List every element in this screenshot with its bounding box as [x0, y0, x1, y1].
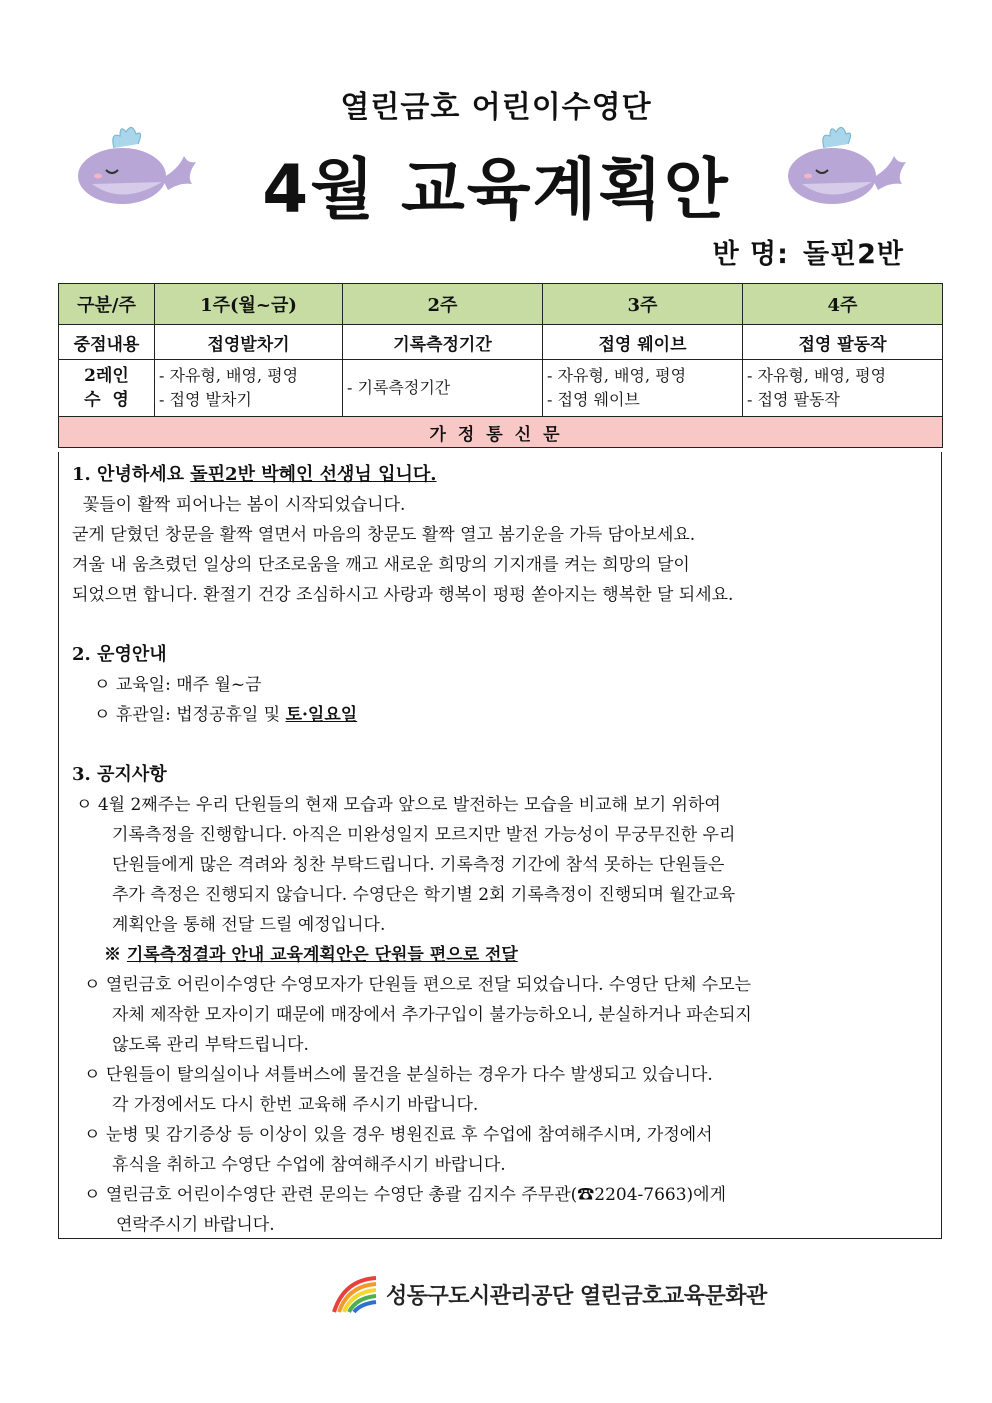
- notice-line: 기록측정을 진행합니다. 아직은 미완성일지 모르지만 발전 가능성이 무궁무진한 우리: [112, 825, 736, 845]
- row-label-line: 2레인: [84, 366, 129, 386]
- header-cell: 구분/주: [59, 284, 155, 325]
- header-cell: 1주(월~금): [155, 284, 343, 325]
- cell-line: - 자유형, 배영, 평영: [547, 366, 687, 385]
- notice-line: 단원들에게 많은 격려와 칭찬 부탁드립니다. 기록측정 기간에 참석 못하는 단원들은: [112, 855, 725, 875]
- weekly-plan-table: [58, 283, 943, 448]
- notice-line: ㅇ 눈병 및 감기증상 등 이상이 있을 경우 병원진료 후 수업에 참여해주시며, 가정에서: [84, 1125, 713, 1145]
- list-item: ㅇ 교육일: 매주 월~금: [94, 675, 262, 695]
- notice-line: ㅇ 열린금호 어린이수영단 관련 문의는 수영단 총괄 김지수 주무관(☎2204-7663)에게: [84, 1185, 727, 1205]
- notice-line: ㅇ 열린금호 어린이수영단 수영모자가 단원들 편으로 전달 되었습니다. 수영단 단체 수모는: [84, 975, 752, 995]
- notice-line: ㅇ 4월 2째주는 우리 단원들의 현재 모습과 앞으로 발전하는 모습을 비교해 보기 위하여: [76, 795, 721, 815]
- table-cell: [343, 360, 543, 417]
- page-subtitle: 열린금호 어린이수영단: [340, 90, 652, 125]
- whale-icon: [786, 118, 908, 212]
- teacher-greeting: 돌핀2반 박혜인 선생님 입니다.: [190, 464, 437, 485]
- class-name: [713, 232, 904, 271]
- page-title: 4월 교육계획안: [262, 151, 730, 228]
- row-label: 중점내용: [59, 325, 155, 360]
- footer-logo: [330, 1272, 767, 1316]
- cell-line: - 자유형, 배영, 평영: [747, 366, 887, 385]
- table-cell: 접영 팔동작: [743, 325, 943, 360]
- notice-line: 추가 측정은 진행되지 않습니다. 수영단은 학기별 2회 기록측정이 진행되며 월간교육: [112, 885, 736, 905]
- table-row: [59, 325, 943, 360]
- rainbow-logo-icon: [330, 1274, 378, 1314]
- table-cell: [155, 360, 343, 417]
- row-label-line: 수 영: [84, 390, 129, 410]
- note-text: 기록측정결과 안내 교육계획안은 단원들 편으로 전달: [126, 945, 518, 965]
- notice-line: ㅇ 단원들이 탈의실이나 셔틀버스에 물건을 분실하는 경우가 다수 발생되고 있습니다.: [84, 1065, 713, 1085]
- table-cell: 접영 웨이브: [543, 325, 743, 360]
- section-1-heading: [72, 460, 437, 486]
- header-cell: 2주: [343, 284, 543, 325]
- heading-text: 1. 안녕하세요: [72, 464, 191, 485]
- notice-line: 각 가정에서도 다시 한번 교육해 주시기 바랍니다.: [112, 1095, 479, 1115]
- section-3-heading: 3. 공지사항: [72, 764, 167, 785]
- cell-line: - 자유형, 배영, 평영: [159, 366, 299, 385]
- section-2-heading: 2. 운영안내: [72, 644, 167, 665]
- table-cell: [743, 360, 943, 417]
- note-mark: ※: [104, 945, 127, 965]
- paragraph-line: 꽃들이 활짝 피어나는 봄이 시작되었습니다.: [72, 495, 406, 515]
- header-cell: 3주: [543, 284, 743, 325]
- cell-line: - 기록측정기간: [347, 378, 451, 397]
- note-line: [104, 940, 518, 965]
- table-row: [59, 360, 943, 417]
- notice-line: 않도록 관리 부탁드립니다.: [112, 1035, 309, 1055]
- header-cell: 4주: [743, 284, 943, 325]
- paragraph-line: 되었으면 합니다. 환절기 건강 조심하시고 사랑과 행복이 펑펑 쏟아지는 행복한 달 되세요.: [72, 585, 734, 605]
- list-item: [94, 700, 357, 725]
- paragraph-line: 굳게 닫혔던 창문을 활짝 열면서 마음의 창문도 활짝 열고 봄기운을 가득 담아보세요.: [72, 525, 696, 545]
- closed-days: 토·일요일: [285, 705, 358, 725]
- notice-line: 계획안을 통해 전달 드릴 예정입니다.: [112, 915, 386, 935]
- paragraph-line: 겨울 내 움츠렸던 일상의 단조로움을 깨고 새로운 희망의 기지개를 켜는 희망의 달이: [72, 555, 690, 575]
- class-label: 반 명:: [712, 239, 789, 270]
- notice-line: 자체 제작한 모자이기 때문에 매장에서 추가구입이 불가능하오니, 분실하거나 파손되지: [112, 1005, 752, 1025]
- table-cell: 접영발차기: [155, 325, 343, 360]
- organization-name: 성동구도시관리공단 열린금호교육문화관: [386, 1283, 767, 1309]
- table-cell: 기록측정기간: [343, 325, 543, 360]
- row-label: [59, 360, 155, 417]
- table-cell: [543, 360, 743, 417]
- notice-line: 휴식을 취하고 수영단 수업에 참여해주시기 바랍니다.: [112, 1155, 506, 1175]
- newsletter-title: 가정통신문: [59, 417, 943, 448]
- cell-line: - 접영 웨이브: [547, 390, 640, 409]
- class-value: 돌핀2반: [802, 239, 904, 270]
- newsletter-title-row: [59, 417, 943, 448]
- notice-line: 연락주시기 바랍니다.: [116, 1215, 275, 1235]
- cell-line: - 접영 팔동작: [747, 390, 840, 409]
- table-header-row: [59, 284, 943, 325]
- cell-line: - 접영 발차기: [159, 390, 252, 409]
- list-item-text: ㅇ 휴관일: 법정공휴일 및: [94, 705, 286, 725]
